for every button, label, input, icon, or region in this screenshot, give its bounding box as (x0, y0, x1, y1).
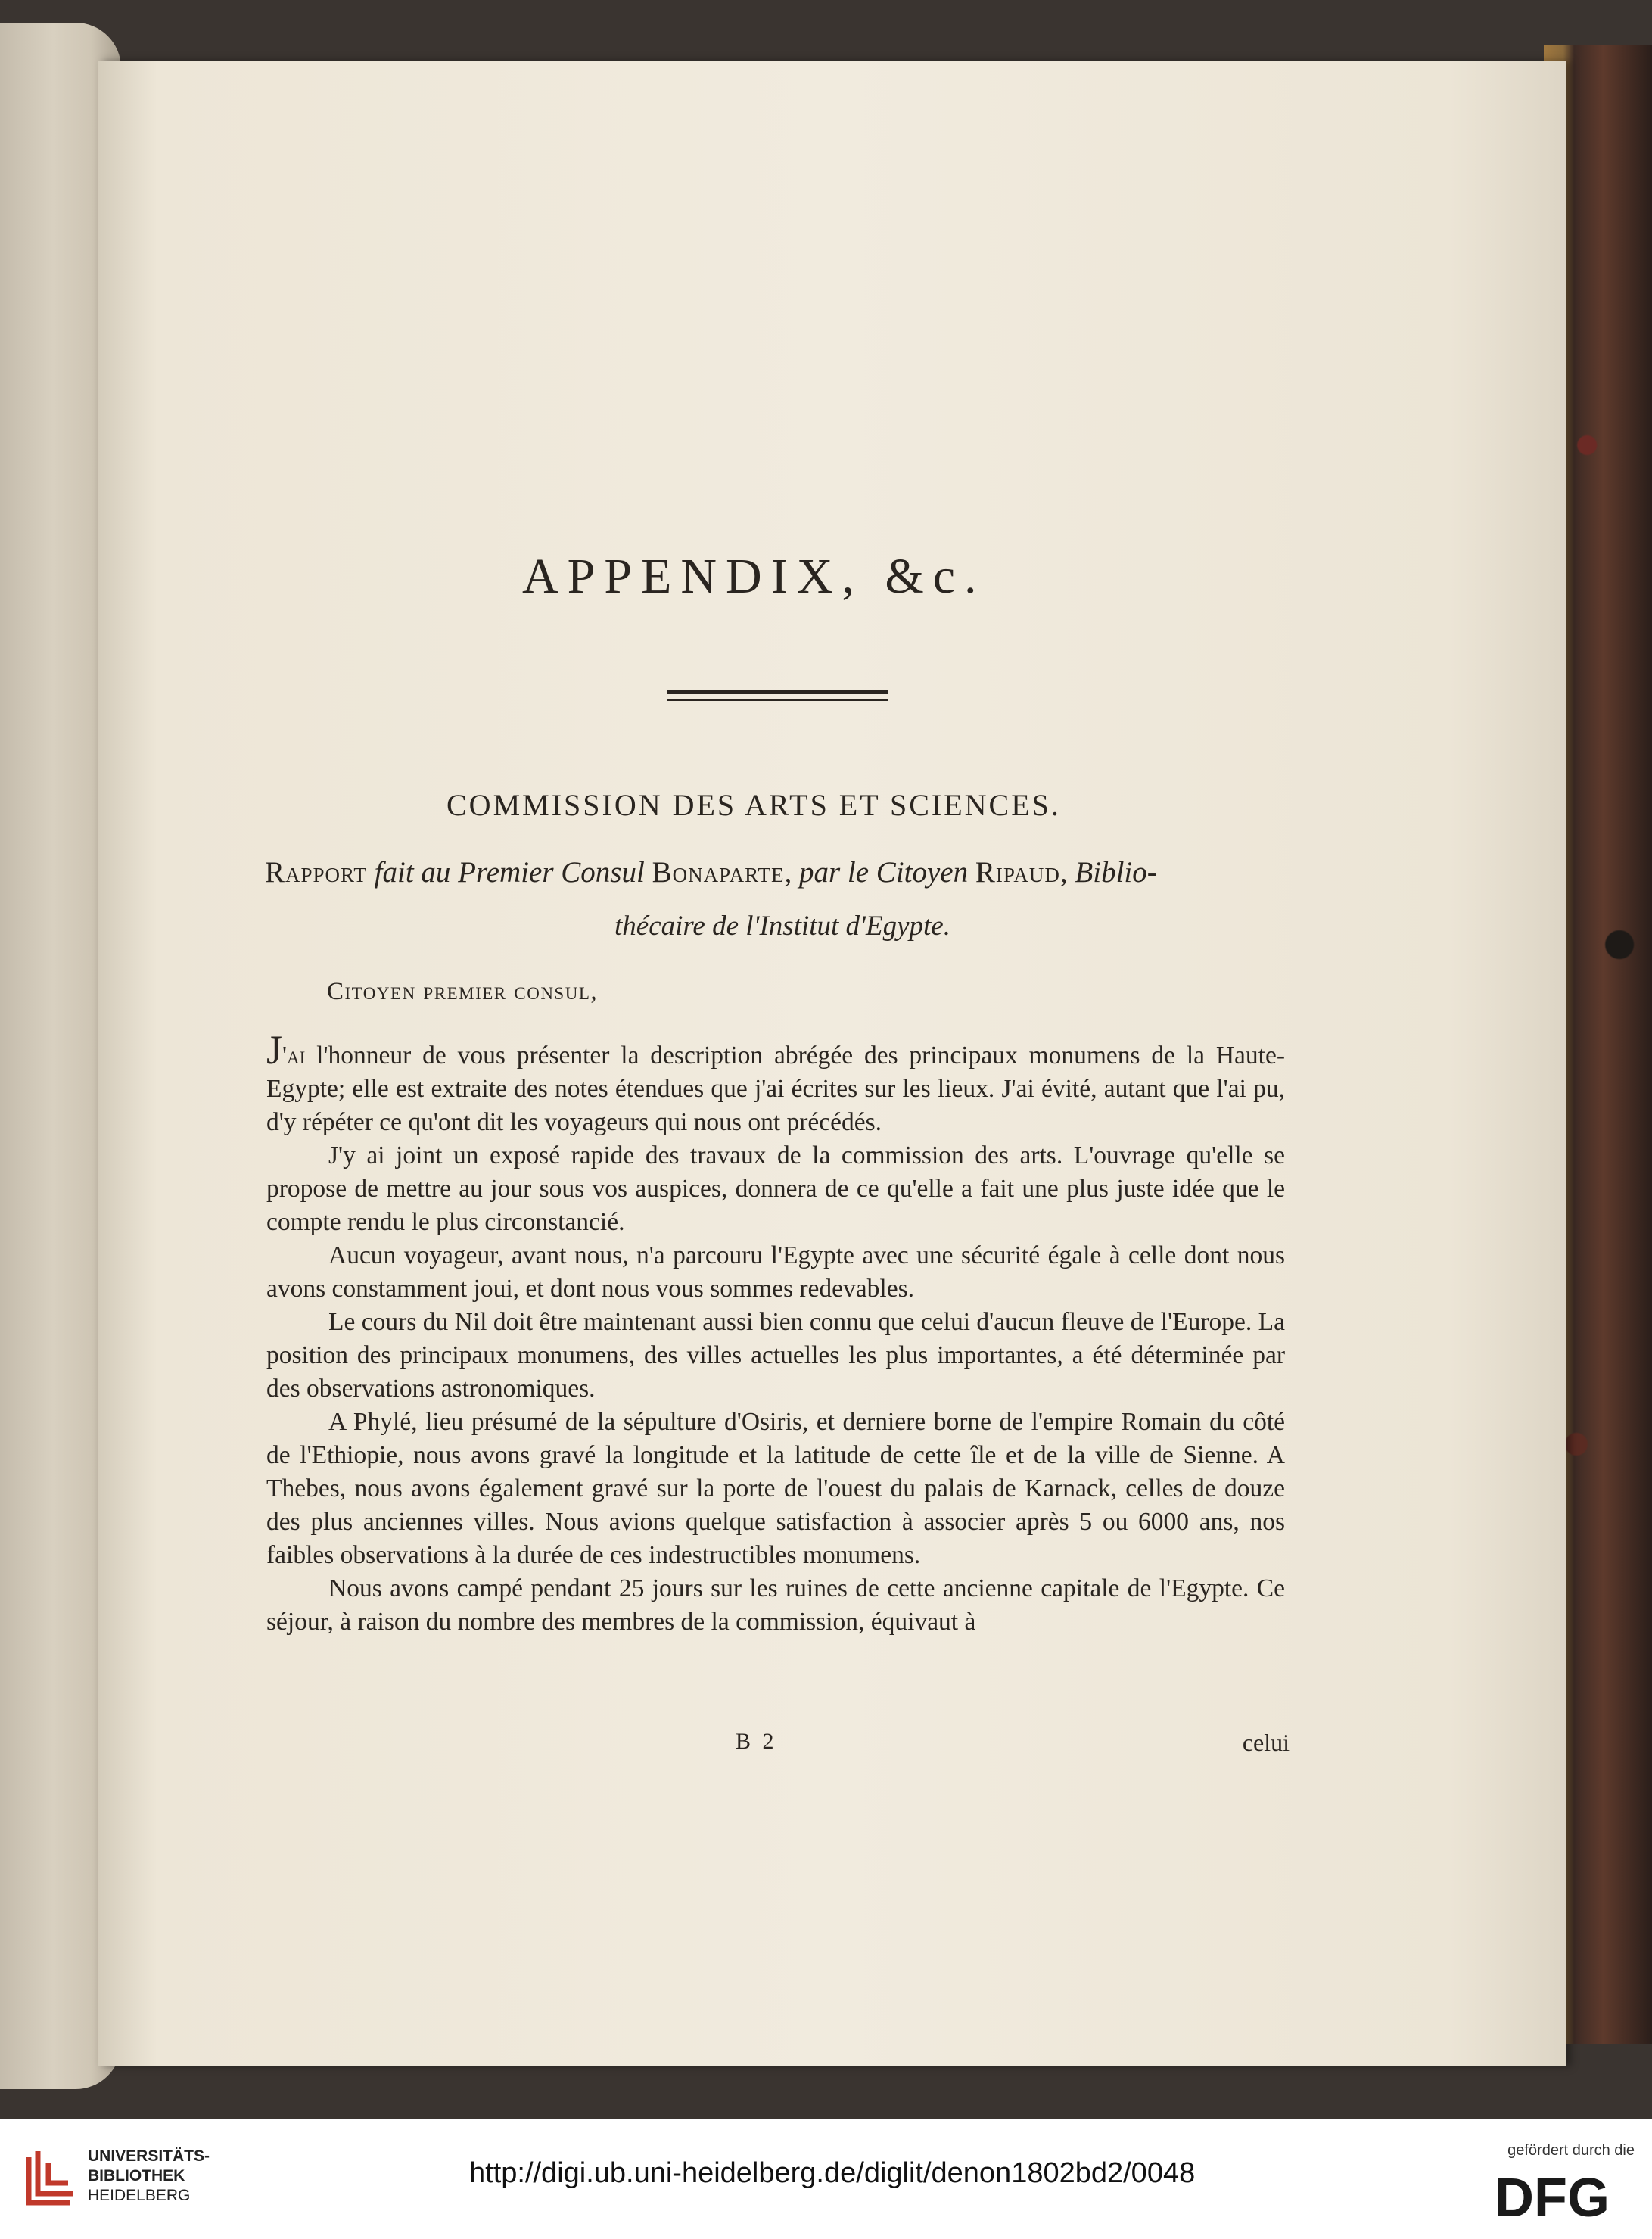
university-library-logo-icon[interactable] (23, 2148, 76, 2209)
section-title: COMMISSION DES ARTS ET SCIENCES. (446, 788, 1061, 822)
paragraph-1-smallcaps: 'ai (282, 1042, 306, 1070)
paragraph-1 (266, 1027, 1285, 1139)
library-name-line-3: HEIDELBERG (88, 2187, 191, 2204)
funded-by-label: gefördert durch die (1507, 2142, 1635, 2159)
rapport-line-2: thécaire de l'Institut d'Egypte. (614, 911, 950, 942)
signature-mark: B 2 (736, 1729, 777, 1754)
rapport-text-2: , par le Citoyen (784, 856, 975, 889)
dfg-logo-icon[interactable] (1474, 2169, 1630, 2222)
library-name-line-2: BIBLIOTHEK (88, 2167, 185, 2185)
paragraph-4: Le cours du Nil doit être maintenant aussi bien connu que celui d'aucun fleuve de l'Europe. La position des principaux monumens, des villes actuelles les plus importantes, a été déterminée par des observations astronomiques. (266, 1308, 1285, 1403)
drop-cap: J (266, 1027, 283, 1073)
rapport-word: Rapport (265, 856, 367, 889)
permalink-url[interactable]: http://digi.ub.uni-heidelberg.de/diglit/denon1802bd2/0048 (469, 2157, 1196, 2189)
library-name-line-1: UNIVERSITÄTS- (88, 2147, 210, 2165)
salutation: Citoyen premier consul, (327, 978, 599, 1005)
name-bonaparte: Bonaparte (652, 856, 785, 889)
catchword: celui (1242, 1729, 1290, 1756)
appendix-heading: APPENDIX, &c. (522, 549, 986, 604)
university-library-name (88, 2147, 232, 2206)
paragraph-5: A Phylé, lieu présumé de la sépulture d'Osiris, et derniere borne de l'empire Romain du côté de l'Ethiopie, nous avons gravé la longitude et la latitude de cette île et de la ville de Sienne. A Thebes, nous avons également gravé sur la porte de l'ouest du palais de Karnack, celles de douze des plus anciennes villes. Nous avions quelque satisfaction à associer après 5 ou 6000 ans, nos faibles observations à la durée de ces indestructibles monumens. (266, 1408, 1285, 1569)
decorative-rule (667, 690, 888, 701)
name-ripaud: Ripaud (975, 856, 1060, 889)
rapport-text-1: fait au Premier Consul (366, 856, 652, 889)
paragraph-6: Nous avons campé pendant 25 jours sur les ruines de cette ancienne capitale de l'Egypte. Ce séjour, à raison du nombre des membres de la commission, équivaut à (266, 1574, 1285, 1636)
paragraph-1-text: l'honneur de vous présenter la description abrégée des principaux monumens de la Haute-Egypte; elle est extraite des notes étendues que j'ai écrites sur les lieux. J'ai évité, autant que l'ai pu, d'y répéter ce qu'ont dit les voyageurs qui nous ont précédés. (266, 1042, 1285, 1136)
paragraph-2: J'y ai joint un exposé rapide des travaux de la commission des arts. L'ouvrage qu'elle se propose de mettre au jour sous vos auspices, donnera de ce qu'elle a fait une plus juste idée que le compte rendu le plus circonstancié. (266, 1141, 1285, 1236)
rapport-line-1 (265, 855, 1309, 889)
paragraph-3: Aucun voyageur, avant nous, n'a parcouru l'Egypte avec une sécurité égale à celle dont nous avons constamment joui, et dont nous vous sommes redevables. (266, 1241, 1285, 1303)
body-text (266, 1027, 1285, 1639)
rapport-text-3: , Biblio- (1059, 856, 1157, 889)
footer-bar (0, 2119, 1652, 2239)
svg-text:DFG: DFG (1495, 2169, 1610, 2222)
